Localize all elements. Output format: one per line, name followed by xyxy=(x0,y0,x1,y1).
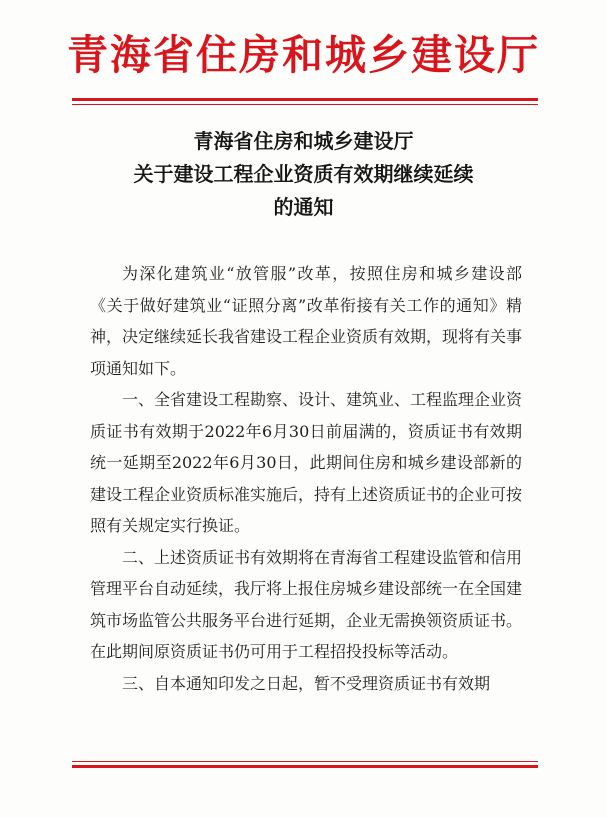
document-body xyxy=(90,258,522,699)
title-line-issuer: 青海省住房和城乡建设厅 xyxy=(193,129,414,153)
document-title xyxy=(60,125,547,224)
paragraph-item-3: 三、自本通知印发之日起，暂不受理资质证书有效期 xyxy=(122,673,491,693)
paragraph-intro: 为深化建筑业“放管服”改革，按照住房和城乡建设部《关于做好建筑业“证照分离”改革衔接有关工作的通知》精神，决定继续延长我省建设工程企业资质有效期，现将有关事项通知如下。 xyxy=(90,264,523,378)
paragraph-item-2: 二、上述资质证书有效期将在青海省工程建设监管和信用管理平台自动延续，我厅将上报住房城乡建设部统一在全国建筑市场监管公共服务平台进行延期，企业无需换领资质证书。在此期间原资质证书仍可用于工程招投投标等活动。 xyxy=(90,547,523,661)
letterhead-title: 青海省住房和城乡建设厅 xyxy=(67,31,540,79)
letterhead-divider-thin xyxy=(72,104,538,105)
letterhead-divider-thick xyxy=(72,98,538,101)
title-line-type: 的通知 xyxy=(273,195,334,219)
paragraph-item-1: 一、全省建设工程勘察、设计、建筑业、工程监理企业资质证书有效期于2022年6月30日前届满的，资质证书有效期统一延期至2022年6月30日，此期间住房和城乡建设部新的建设工程企业资质标准实施后，持有上述资质证书的企业可按照有关规定实行换证。 xyxy=(90,390,523,535)
footer-divider-thin xyxy=(72,761,538,762)
footer-divider-thick xyxy=(72,765,538,768)
title-line-subject: 关于建设工程企业资质有效期继续延续 xyxy=(133,162,474,186)
